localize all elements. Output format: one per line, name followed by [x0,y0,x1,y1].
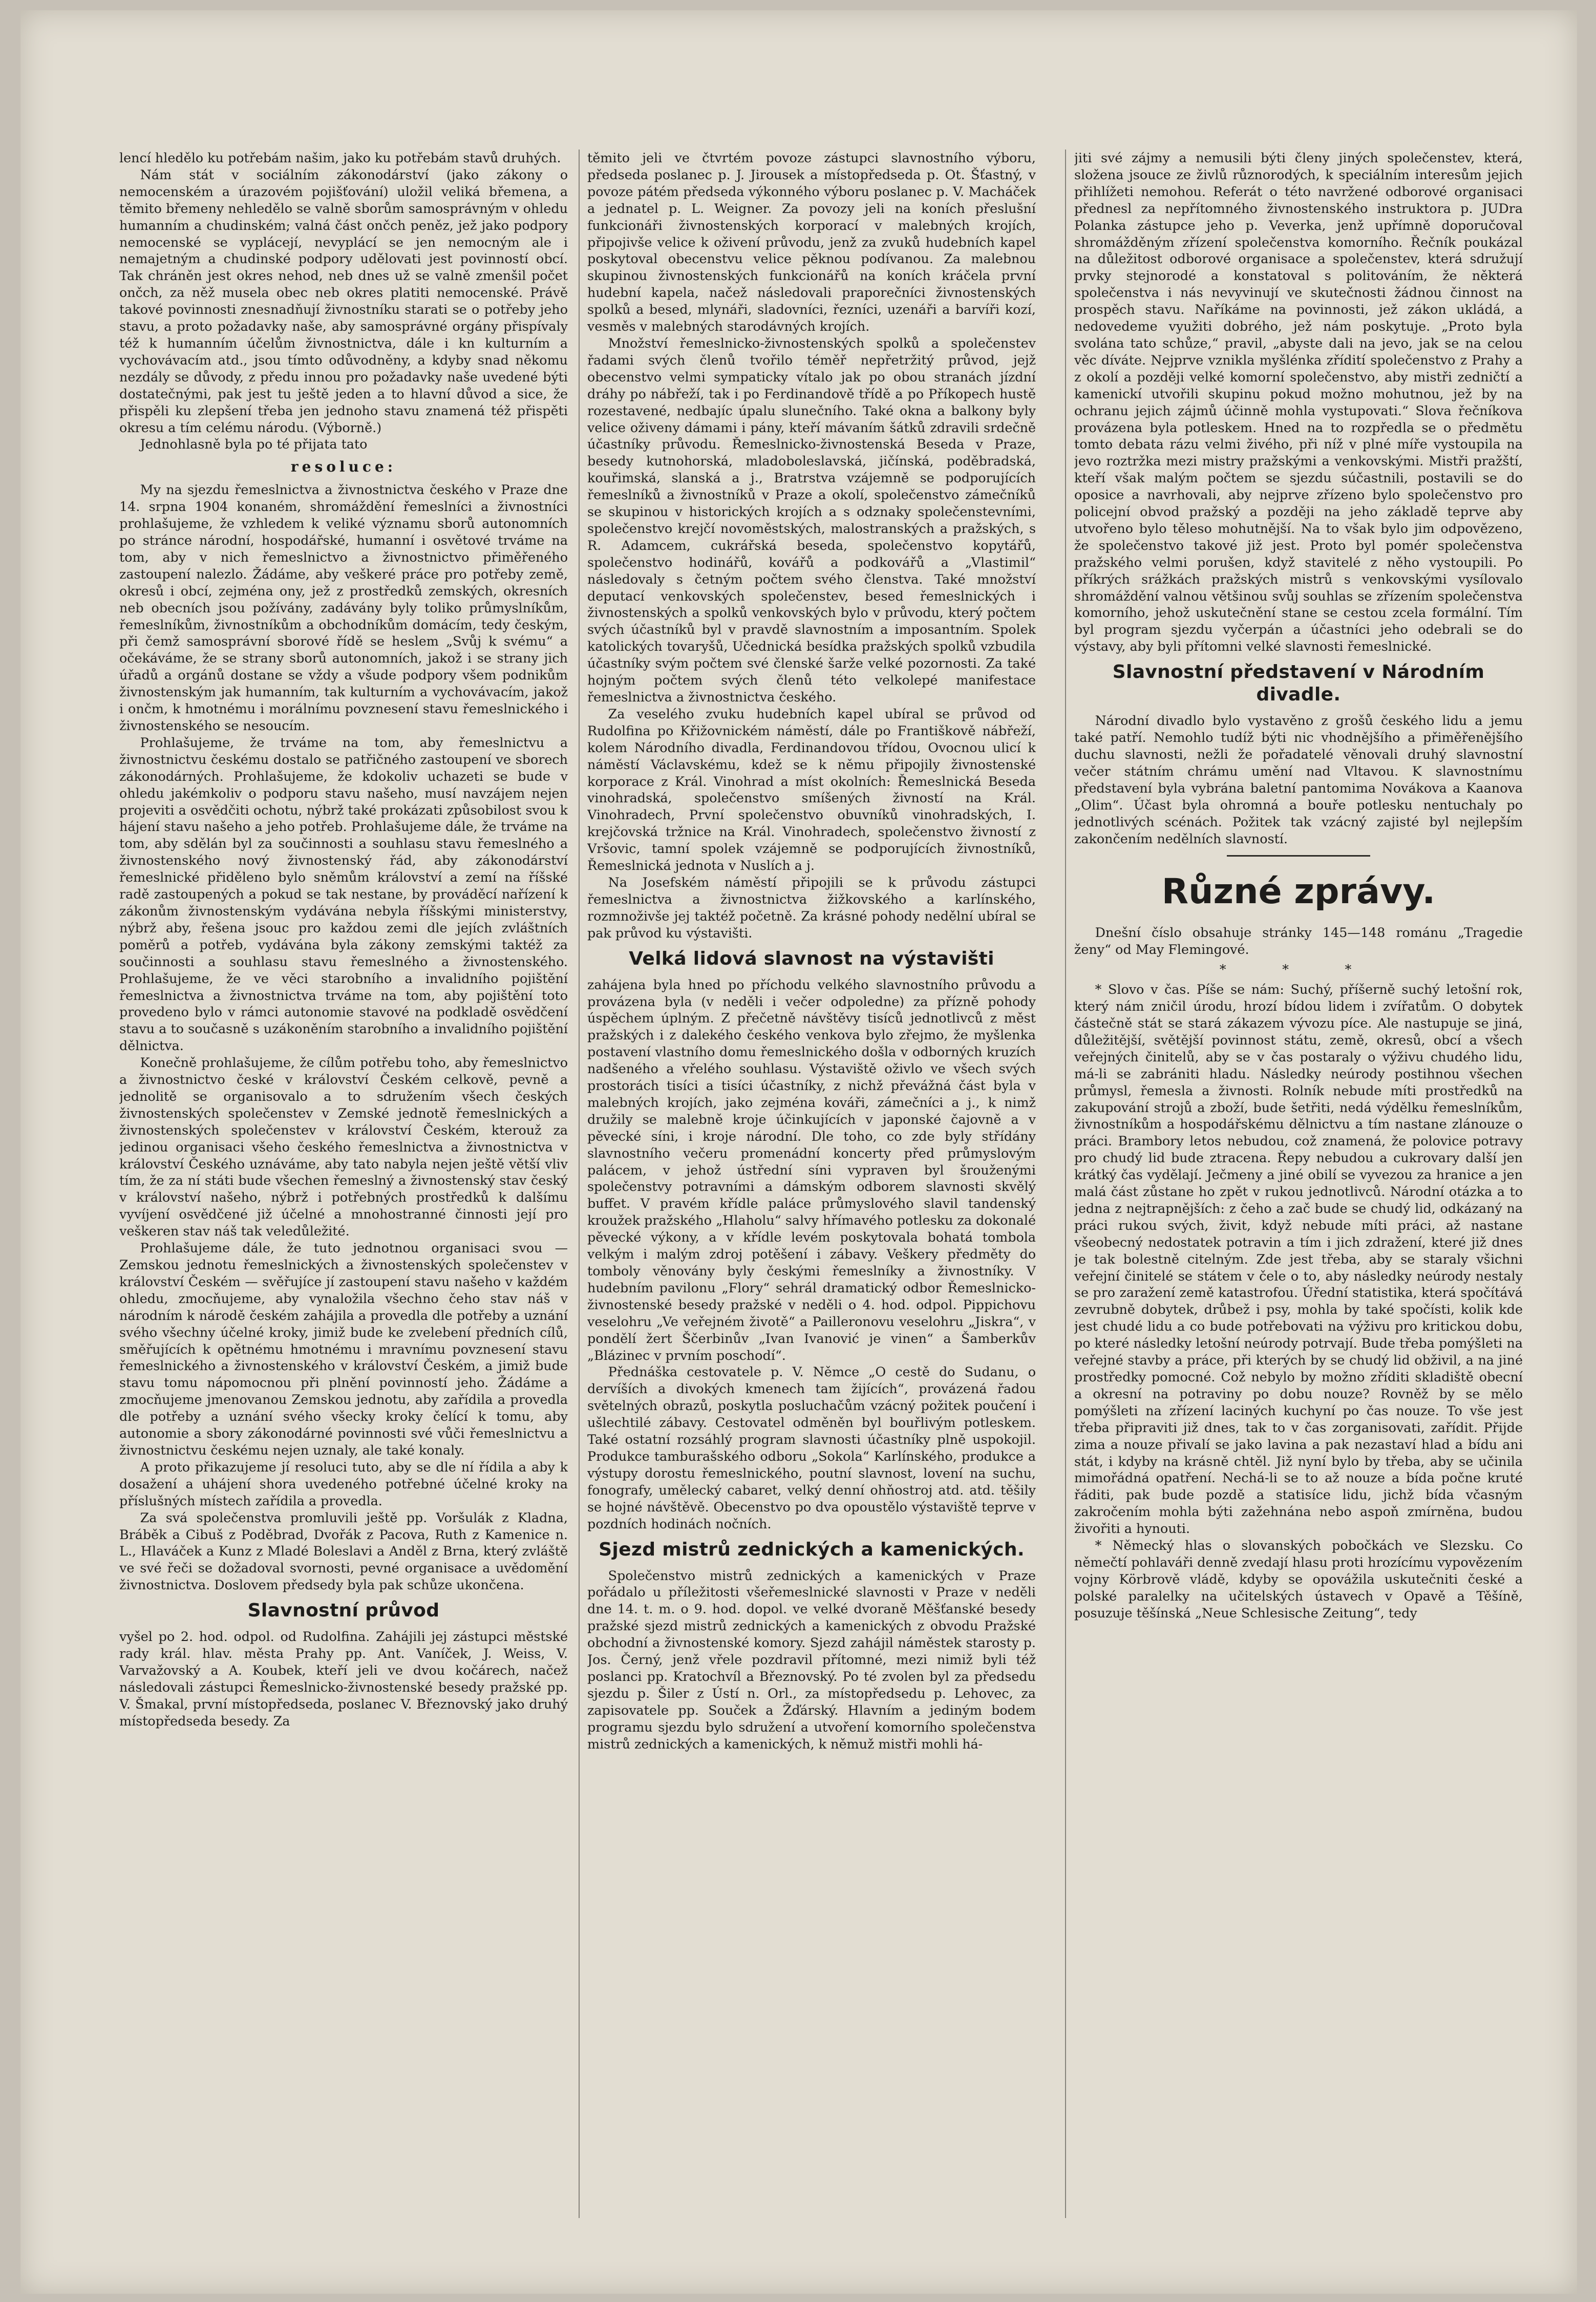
paragraph: Za svá společenstva promluvili ještě pp. Voršulák z Kladna, Bráběk a Cibuš z Poděbrad, Dvořák z Pacova, Ruth z Kamenice n. L., Hlaváček a Kunz z Mladé Boleslavi a Anděl z Brna, který zvláště ve své řeči se dožadoval svornosti, pevné organisace a uvědomění živnostnictva. Doslovem předsedy byla pak schůze ukončena. [119,1509,568,1593]
paragraph: Národní divadlo bylo vystavěno z grošů českého lidu a jemu také patří. Nemohlo tudíž býti nic vhodnějšího a přiměřenějšího duchu slavnosti, nežli že pořadatelé věnovali druhý slavnostní večer státním chrámu umění nad Vltavou. K slavnostnímu představení byla vybrána baletní pantomima Novákova a Kaanova „Olim“. Účast byla ohromná a bouře potlesku nentuchaly po jednotlivých scénách. Požitek tak vzácný zajisté byl nejlepším zakončením nedělních slavností. [1074,713,1523,846]
paragraph: Za veselého zvuku hudebních kapel ubíral se průvod od Rudolfina po Křižovnickém náměstí, dále po Františkově nábřeží, kolem Národního divadla, Ferdinandovou třídou, Ovocnou ulicí k náměstí Václavskému, kdež se k němu připojily živnostenské korporace z Král. Vinohrad a míst okolních: Řemeslnická Beseda vinohradská, společenstvo smíšených živností na Král. Vinohradech, První společenstvo obuvníků vinohradských, I. krejčovská tržnice na Král. Vinohradech, společenstvo živností z Vršovic, tamní spolek vzájemně se podporujících živnostníků, Řemeslnická jednota v Nuslích a j. [587,706,1036,873]
paragraph: Přednáška cestovatele p. V. Němce „O cestě do Sudanu, o dervíších a divokých kmenech tam žijících“, provázená řadou světelných obrazů, poskytla posluchačům vzácný požitek poučení i ušlechtilé zábavy. Cestovatel odměněn byl bouřlivým potleskem. Také ostatní rozsáhlý program slavnosti účastníky plně uspokojil. Produkce tamburašského odboru „Sokola“ Karlínského, produkce a výstupy dorostu řemeslnického, poutní slavnost, lovení na suchu, fonografy, umělecký cabaret, velký denní ohňostroj atd. atd. těšily se hojné návštěvě. Obecenstvo po dva opoustělo výstaviště teprve v pozdních hodinách nočních. [587,1364,1036,1531]
asterism: * * * [1219,962,1378,977]
column-right [1074,150,1523,2228]
section-heading-divadlo: Slavnostní představení v Národním divadle. [1112,662,1485,706]
section-heading-pruvod: Slavnostní průvod [247,1600,440,1622]
paragraph: zahájena byla hned po příchodu velkého slavnostního průvodu a provázena byla (v neděli i večer odpoledne) za přízně pohody úspěchem úplným. Z přečetně návštěvy tisíců jednotlivců z měst pražských i z dalekého českého venkova bylo zřejmo, že myšlenka postavení vlastního domu řemeslnického došla v odborných kruzích nadšeného a vřelého souhlasu. Výstaviště oživlo ve všech svých prostorách tisíci a tisíci účastníky, z nichž převážná část byla v malebných krojích, jako zejména kováři, zámečníci a j., k nimž družily se malebně kroje účinkujících v japonské čajovně a v pěvecké síni, i kroje národní. Dle toho, co zde byly střídány slavnostního večeru promenádní koncerty před průmyslovým palácem, v jehož ústřední síni vypraven byl šrouženými společenstvy potravními a dámským odborem slavnosti skvělý buffet. V pravém křídle paláce průmyslového slavil tandenský kroužek pražského „Hlaholu“ salvy hřímavého potlesku za dokonalé pěvecké výkony, a v křídle levém poskytovala bohatá tombola velkým i malým zdroj potěšení i zábavy. Veškery předměty do tomboly věnovány byly českými řemeslníky a živnostníky. V hudebním pavilonu „Flory“ sehrál dramatický odbor Řemeslnicko-živnostenské besedy pražské v neděli o 4. hod. odpol. Pippichovu veselohru „Ve veřejném životě“ a Pailleronovu veselohru „Jiskra“, v pondělí žert Ščerbinův „Ivan Ivanović je vinen“ a Šamberkův „Blázinec v prvním poschodí“. [587,976,1036,1363]
paragraph: A proto přikazujeme jí resoluci tuto, aby se dle ní řídila a aby k dosažení a uhájení shora uvedeného potřebné účelné kroky na příslušných místech zařídila a provedla. [119,1459,568,1508]
section-heading-sjezd: Sjezd mistrů zednických a kamenických. [599,1539,1025,1560]
paragraph: Na Josefském náměstí připojili se k průvodu zástupci řemeslnictva a živnostnictva žižkovského a karlínského, rozmnoživše jej taktéž početně. Za krásné pohody nedělní ubíral se pak průvod ku výstavišti. [587,874,1036,941]
paragraph: Množství řemeslnicko-živnostenských spolků a společenstev řadami svých členů tvořilo téměř nepřetržitý průvod, jejž obecenstvo velmi sympaticky vítalo jak po obou stranách jízdní dráhy po nábřeží, tak i po Ferdinandově třídě a po Příkopech hustě rozestavené, nedbajíc úpalu slunečního. Také okna a balkony byly velice oživeny dámami i pány, kteří mávaním šátků zdravili srdečně účastníky průvodu. Řemeslnicko-živnostenská Beseda v Praze, besedy kutnohorská, mladoboleslavská, jičínská, poděbradská, kouřimská, slanská a j., Bratrstva vzájemně se podporujících řemeslníků a živnostníků v Praze a okolí, společenstvo zámečníků se skupinou v historických krojích a s odznaky společenstevními, společenstvo krejčí novoměstských, malostranských a pražských, s R. Adamcem, cukrářská beseda, společenstvo kopytářů, společenstvo hodinářů, kovářů a podkovářů a „Vlastimil“ následovaly s četným počtem svého členstva. Také množství deputací venkovských společenstev, besed řemeslnických i živnostenských a spolků venkovských bylo v průvodu, který počtem svých účastníků byl v pravdě slavnostním a imposantním. Spolek katolických tovaryšů, Učednická besídka pražských spolků vzbudila účastníky svým počtem své členské šarže velké pozornosti. Za také hojným počtem svých členů této velkolepé manifestace řemeslnictva a živnostnictva českého. [587,335,1036,705]
paragraph: těmito jeli ve čtvrtém povoze zástupci slavnostního výboru, předseda poslanec p. J. Jirousek a místopředseda p. Ot. Šťastný, v povoze pátém předseda výkonného výboru poslanec p. V. Macháček a jednatel p. L. Weigner. Za povozy jeli na koních přeslušní funkcionáři živnostenských korporací v malebných krojích, připojivše velice k oživení průvodu, jenž za zvuků hudebních kapel poskytoval obecenstvu velice pěknou podívanou. Za malebnou skupinou živnostenských funkcionářů na koních kráčela první hudební kapela, načež následovali praporečníci živnostenských spolků a besed, mlynáři, sladovníci, řezníci, uzenáři a barvíři kozí, vesměs v malebných starodávných krojích. [587,150,1036,334]
section-divider [1227,855,1370,857]
paragraph: Konečně prohlašujeme, že cílům potřebu toho, aby řemeslnictvo a živnostnictvo české v království Českém celkově, pevně a jednolitě se organisovalo a to sdružením všech českých živnostenských společenstev v Zemské jednotě řemeslnických a živnostenských společenstev v království Českém, kterouž za jedinou organisaci všeho českého řemeslnictva a živnostnictva v království Českého uznáváme, aby tato nabyla nejen ještě větší vliv tím, že za ní státi bude všechen řemeslný a živnostenský stav český v království našeho, nýbrž i potřebných prostředků k dalšímu vyvíjení osvědčené již účelné a mnohostranné činnosti její pro veškeren stav náš tak veledůležité. [119,1055,568,1239]
paragraph: Jednohlasně byla po té přijata tato [140,436,368,452]
paragraph: lencí hledělo ku potřebám našim, jako ku potřebám stavů druhých. [119,150,561,165]
paragraph: Nám stát v sociálním zákonodárství (jako zákony o nemocenském a úrazovém pojišťování) uložil veliká břemena, a těmito břemeny nehledělo se valně sborům samosprávným v ohledu humanním a chudinském; valná část ončch peněz, jež jako podpory nemocenské se vyplácejí, nevyplácí se jen nemocným ale i nemajetným a chudinské podpory udělovati jest povinností obcí. Tak chráněn jest okres nehod, neb dnes už se valně zmenšil počet ončch, za něž musela obec neb okres platiti nemocenské. Právě takové povinnosti znesnadňují živnostníku starati se o potřeby jeho stavu, a proto požadavky naše, aby samosprávné orgány přispívaly též k humanním účelům živnostnictva, dále i kn kulturním a vychovávacím atd., jsou tímto odůvodněny, a kdyby snad někomu nezdály se důvody, z předu innou pro požadavky naše uvedené býti dostatečnými, pak jest tu ještě jeden a to hlavní důvod a sice, že přispěli ku zlepšení třeba jen jednoho stavu znamená též přispěti okresu a tím celému národu. (Výborně.) [119,166,568,435]
paragraph: jiti své zájmy a nemusili býti členy jiných společenstev, která, složena jsouce ze živlů různorodých, k speciálním interesům jejich přihlížeti nemohou. Referát o této navržené odborové organisaci přednesl za nepřítomného živnostenského instruktora p. JUDra Polanka zástupce jeho p. Veverka, jenž upřímně doporučoval shromážděným zřízení společenstva komorního. Řečník poukázal na důležitost odborové organisace a společenstev, která sdružují prvky stejnorodé a konstatoval s politováním, že některá společenstva i nás nevyvinují ve skutečnosti žádnou činnost na prospěch stavu. Naříkáme na povinnosti, jež zákon ukládá, a nedovedeme využiti dobrého, jež nám poskytuje. „Proto byla svolána tato schůze,“ pravil, „abyste dali na jevo, jak se na celou věc díváte. Nejprve vznikla myšlénka zřídití společenstvo z Prahy a z okolí a později velké komorní společenstvo, aby mistři zedničtí a kamenickí utvořili skupinu pokud možno mohutnou, jež by na ochranu jejich zájmů účinně mohla vystupovati.“ Slova řečníkova provázena byla potleskem. Hned na to rozpředla se o předmětu tomto debata rázu velmi živého, při níž v plné míře vystoupila na jevo roztržka mezi mistry pražskými a venkovskými. Mistři pražští, kteří však malým počtem se sjezdu súčastnili, postavili se do oposice a navrhovali, aby nejprve zřízeno bylo společenstvo pro policejní obvod pražský a později na jeho základě teprve aby utvořeno bylo těleso mohutnější. Na to však bylo jim odpovězeno, že společenstvo takové již jest. Proto byl pomér společenstva pražského velmi porušen, když stavitelé z něho vystoupili. Po příkrých srážkách pražských mistrů s venkovskými vysílovalo shromáždění valnou většinou svůj souhlas se zřízením společenstva komorního, jehož uskutečnění stane se cestou zcela formální. Tím byl program sjezdu vyčerpán a účastníci jeho odebrali se do výstavy, aby byli přítomni velké slavnosti řemeslnické. [1074,150,1523,654]
paragraph: Společenstvo mistrů zednických a kamenických v Praze pořádalo u příležitosti všeřemeslnické slavnosti v Praze v neděli dne 14. t. m. o 9. hod. dopol. ve velké dvoraně Měšťanské besedy pražské sjezd mistrů zednických a kamenických z obvodu Pražské obchodní a živnostenské komory. Sjezd zahájil náměstek starosty p. Jos. Černý, jenž vřele pozdravil přítomné, mezi nimiž byli též poslanci pp. Kratochvíl a Březnovský. Po té zvolen byl za předsedu sjezdu p. Šiler z Ústí n. Orl., za místopředsedu p. Lehovec, za zapisovatele pp. Souček a Žďárský. Hlavním a jediným bodem programu sjezdu bylo sdružení a utvoření komorního společenstva mistrů zednických a kamenických, k němuž mistři mohli há- [587,1567,1036,1752]
column-rule [579,150,580,2218]
paragraph: * Slovo v čas. Píše se nám: Suchý, příšerně suchý letošní rok, který nám zničil úrodu, hrozí bídou lidem i zvířatům. O dobytek částečně stát se stará zákazem vývozu píce. Ale nastupuje se jiná, důležitější, světější povinnost státu, země, okresů, obcí a všech veřejných činitelů, aby se v čas postaraly o výživu chudého lidu, má-li se zabrániti hladu. Následky neúrody postihnou všechen průmysl, řemesla a živnosti. Rolník nebude míti prostředků na zakupování strojů a zboží, bude šetřiti, nedá výdělku řemeslníkům, živnostníkům a hospodářskému dělnictvu a tím nastane zlánouze o práci. Brambory letos nebudou, což znamená, že polovice potravy pro chudý lid bude ztracena. Řepy nebudou a cukrovary další jen krátký čas vydělají. Ječmeny a jiné obilí se vyvezou za hranice a jen malá část zůstane ho zpět v rukou jednotlivců. Národní otázka a to jedna z nejtrapnějších: z čeho a zač bude se chudý lid, odkázaný na práci rukou svých, živit, když nebude míti práci, až nastane všeobecný nedostatek potravin a tím i jich zdražení, které již dnes je tak bolestně citelným. Zde jest třeba, aby se staraly všichni veřejní činitelé se státem v čele o to, aby následky neúrody nestaly se pro zaražení země katastrofou. Úřední statistika, která spočítává zevrubně dobytek, drůbež i psy, mohla by také spočísti, kolik kde jest chudé lidu a co bude potřebovati na výživu pro kritickou dobu, po které následky letošní neúrody potrvají. Bude třeba pomýšleti na veřejné stavby a práce, při kterých by se chudý lid obživil, a na jiné prostředky pomocné. Což nebylo by možno zříditi skladiště obecní a okresní na potraviny po dobu nouze? Rovněž by se mělo pomýšleti na zřízení laciných kuchyní po čas nouze. To vše jest třeba připraviti již dnes, tak to v čas zorganisovati, zařídit. Přijde zima a nouze přivalí se jako lavina a pak nezastaví hlad a bídu ani stát, i kdyby na krásně chtěl. Již nyní bylo by třeba, aby se učinila mimořádná opatření. Nechá-li se to až nouze a bída počne kruté řáditi, pak bude pozdě a statisíce lidu, jichž bída včasným zakročením mohla býti zažehnána nebo aspoň zmírněna, budou živořiti a hynouti. [1074,982,1523,1537]
paragraph: My na sjezdu řemeslnictva a živnostnictva českého v Praze dne 14. srpna 1904 konaném, shromáždění řemeslníci a živnostníci prohlašujeme, že vzhledem k veliké významu sborů autonomních po stránce národní, hospodářské, humanní i osvětové trváme na tom, aby v nich řemeslnictvo a živnostnictvo přiměřeného zastoupení nalezlo. Žádáme, aby veškeré práce pro potřeby země, okresů i obcí, zejména ony, jež z prostředků zemských, okresních neb obecních jsou požívány, zadávány byly toliko průmyslníkům, řemeslníkům, živnostníkům a obchodníkům domácím, tedy českým, při čemž samosprávní sborové řídě se heslem „Svůj k svému“ a očekáváme, že se strany sborů autonomních, jakož i se strany jich úřadů a orgánů dostane se vždy a všude podpory všem podnikům živnostenským jak humanním, tak kulturním a vychovávacím, jakož i ončm, k hmotnému i morálnímu povznesení stavu řemeslnického i živnostenského se nesoucím. [119,482,568,733]
paragraph: vyšel po 2. hod. odpol. od Rudolfina. Zahájili jej zástupci městské rady král. hlav. města Prahy pp. Ant. Vaníček, J. Weiss, V. Varvažovský a A. Koubek, kteří jeli ve dvou kočárech, načež následovali zástupci Řemeslnicko-živnostenské besedy pražské pp. V. Šmakal, první místopředseda, poslanec V. Březnovský jako druhý místopředseda besedy. Za [119,1629,568,1729]
section-heading-resoluce: resoluce: [290,458,397,476]
column-left [119,150,568,2228]
paragraph: Prohlašujeme dále, že tuto jednotnou organisaci svou — Zemskou jednotu řemeslnických a živnostenských společenstev v království Českém — svěřujíce jí zastoupení stavu našeho v každém ohledu, zmocňujeme, aby vynaložila všechno čeho stav náš v národním k národě českém zahájila a provedla dle potřeby a uznání svého všechny účelné kroky, jimiž bude ke zvelebení předních cílů, směřujících k opětnému hmotnému i mravnímu povznesení stavu řemeslnického a živnostenského v království Českém, a jimiž bude stavu tomu nápomocnou při plnění povinností jeho. Žádáme a zmocňujeme jmenovanou Zemskou jednotu, aby zařídila a provedla dle potřeby a uznání svého všecky kroky čelící k tomu, aby autonomie a sbory zákonodárné povinnosti své vůči řemeslnictvu a živnostnictvu českému nejen uznaly, ale také konaly. [119,1240,568,1458]
paragraph: Dnešní číslo obsahuje stránky 145—148 románu „Tragedie ženy“ od May Flemingové. [1074,925,1523,957]
column-rule [1065,150,1066,2218]
column-middle [587,150,1036,2228]
section-heading-slavnost: Velká lidová slavnost na výstavišti [629,948,994,969]
paragraph: Prohlašujeme, že trváme na tom, aby řemeslnictvu a živnostnictvu českému dostalo se patřičného zastoupení ve sborech zákonodárných. Prohlašujeme, že kdokoliv uchazeti se bude v ohledu jakémkoliv o podporu stavu našeho, musí navzájem nejen projeviti a osvědčiti ochotu, nýbrž také prokázati způsobilost svou k hájení stavu našeho a jeho potřeb. Prohlašujeme dále, že trváme na tom, aby sdělán byl za součinnosti a souhlasu stavu řemeslného a živnostenského nový živnostenský řád, aby zákonodárství řemeslnické přiděleno bylo sněmům království a zemí na říšské radě zastoupených a pokud se tak nestane, by prováděcí nařízení k zákonům živnostenským vydávána nebyla říšskými ministerstvy, nýbrž aby, řešena jsouc pro každou zemi dle jejích zvláštních poměrů a potřeb, vydávána byla zákony zemskými taktéž za součinnosti a souhlasu stavu řemeslného a živnostenského. Prohlašujeme, že ve věci starobního a invalidního pojištění řemeslnictva a živnostnictva trváme na tom, aby pojištění toto provedeno bylo v rámci autonomie stavové na podkladě osvědčení stavu a to současně s uzákoněním starobního a invalidního pojištění dělnictva. [119,734,568,1054]
paragraph: * Německý hlas o slovanských pobočkách ve Slezsku. Co němečtí pohlaváři denně zvedají hlasu proti hrozícímu vypovězením vojny Körbrově vládě, kdyby se opovážila uskutečniti české a polské paralelky na učitelských ústavech v Opavě a Těšíně, posuzuje těšínská „Neue Schlesische Zeitung“, tedy [1074,1538,1523,1621]
newspaper-page [20,10,1577,2294]
section-heading-ruzne-zpravy: Různé zprávy. [1161,871,1436,912]
